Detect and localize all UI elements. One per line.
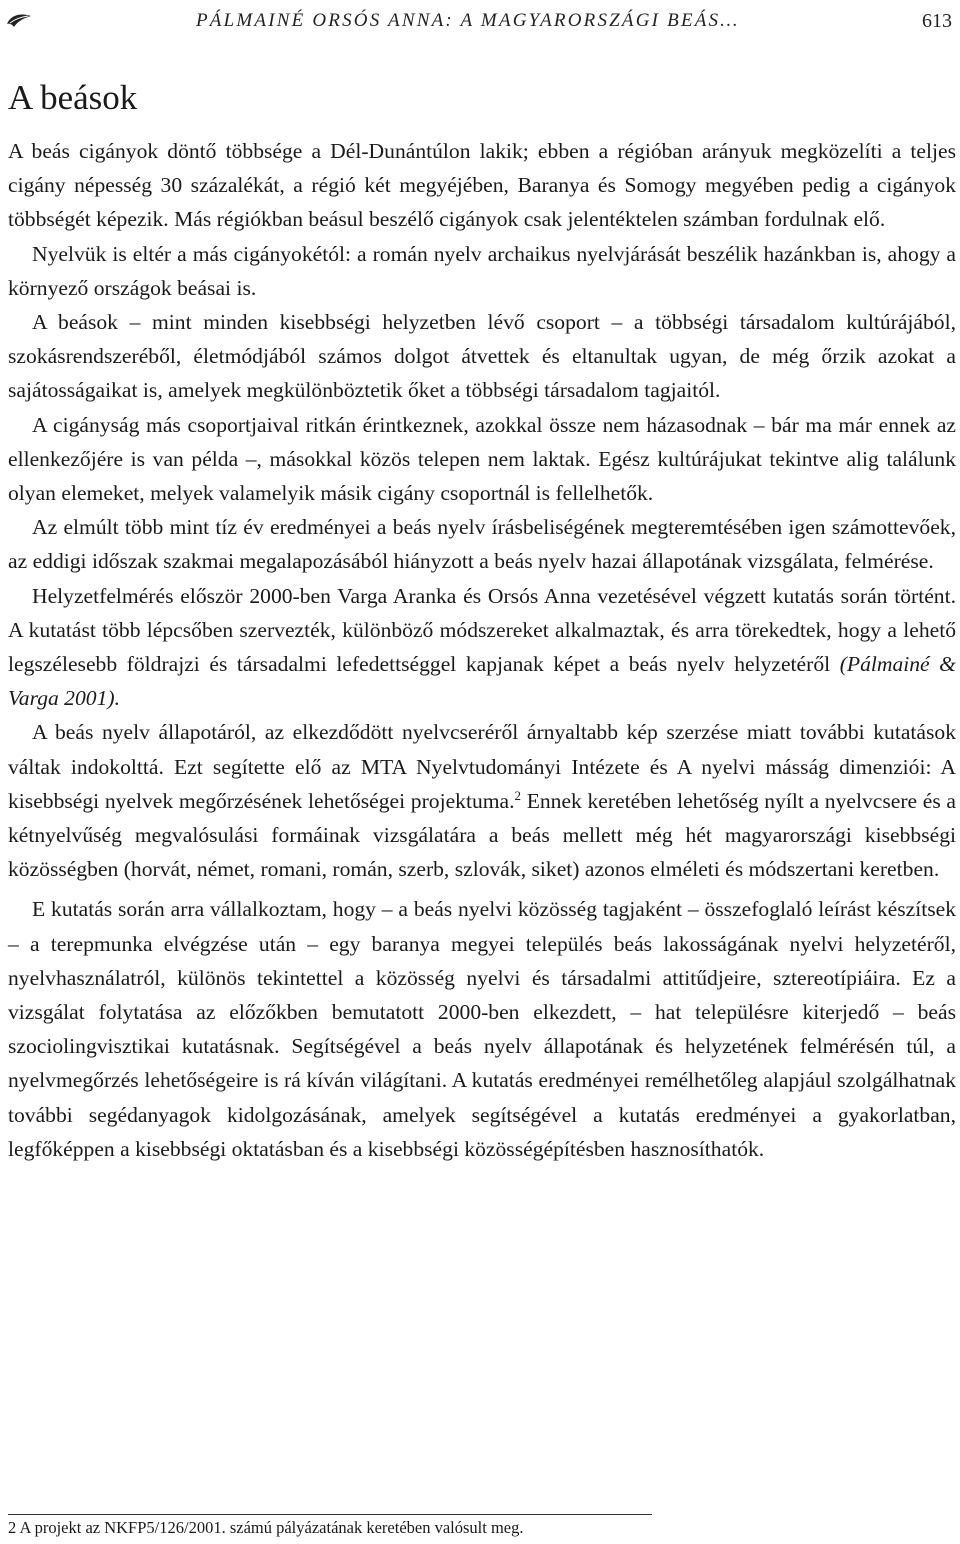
paragraph-1: A beás cigányok döntő többsége a Dél-Dunántúlon lakik; ebben a régióban arányuk megközelíti a teljes cigány népesség 30 százalékát, a régió két megyéjében, Baranya és Somogy megyében pedig a cigányok többségét képezik. Más régiókban beásul beszélő cigányok csak jelentéktelen számban fordulnak elő.	[8, 139, 956, 232]
running-head-title: PÁLMAINÉ ORSÓS ANNA: A MAGYARORSZÁGI BEÁS…	[196, 10, 740, 31]
paragraph-3: A beások – mint minden kisebbségi helyzetben lévő csoport – a többségi társadalom kultúrájából, szokásrendszeréből, életmódjából számos dolgot átvettek és eltanultak ugyan, de még őrzik azokat a sajátosságaikat is, amelyek megkülönböztetik őket a többségi társadalom tagjaitól.	[8, 310, 956, 403]
footnote: 2 A projekt az NKFP5/126/2001. számú pályázatának keretében valósult meg.	[8, 1518, 524, 1537]
footnote-divider	[8, 1514, 652, 1515]
paragraph-7	[8, 715, 956, 886]
citation: (Pálmainé & Varga 2001).	[8, 652, 956, 711]
paragraph-6-text: Helyzetfelmérés először 2000-ben Varga Aranka és Orsós Anna vezetésével végzett kutatás során történt. A kutatást több lépcsőben szervezték, különböző módszereket alkalmaztak, és arra törekedtek, hogy a lehető legszélesebb földrajzi és társadalmi lefedettséggel kapjanak képet a beás nyelv helyzetéről	[8, 583, 956, 677]
running-header	[6, 6, 952, 34]
article-body	[8, 134, 956, 1166]
paragraph-4: A cigányság más csoportjaival ritkán érintkeznek, azokkal össze nem házasodnak – bár ma már ennek az ellenkezőjére is van példa –, másokkal közös telepen nem laktak. Egész kultúrájukat tekintve alig találunk olyan elemeket, melyek valamelyik másik cigány csoportnál is fellelhetők.	[8, 412, 956, 506]
paragraph-5: Az elmúlt több mint tíz év eredményei a beás nyelv írásbeliségének megteremtésében igen számottevőek, az eddigi időszak szakmai megalapozásából hiányzott a beás nyelv hazai állapotának vizsgálata, felmérése.	[8, 515, 956, 574]
paragraph-8: E kutatás során arra vállalkoztam, hogy – a beás nyelvi közösség tagjaként – összefoglaló leírást készítsek – a terepmunka elvégzése után – egy baranya megyei település beás lakosságának nyelvi helyzetéről, nyelvhasználatról, különös tekintettel a közösség nyelvi és társadalmi attitűdjeire, sztereotípiáira. Ez a vizsgálat folytatása az előzőkben bemutatott 2000-ben elkezdett, – hat településre kiterjedő – beás szociolingvisztikai kutatásnak. Segítségével a beás nyelv állapotának és helyzetének felmérésén túl, a nyelvmegőrzés lehetőségeire is rá kíván világítani. A kutatás eredményei remélhetőleg alapjául szolgálhatnak további segédanyagok kidolgozásának, amelyek segítségével a kutatás eredményei a gyakorlatban, legfőképpen a kisebbségi oktatásban és a kisebbségi közösségépítésben hasznosíthatók.	[8, 897, 956, 1161]
paragraph-6	[8, 579, 956, 716]
paragraph-2: Nyelvük is eltér a más cigányokétól: a román nyelv archaikus nyelvjárását beszélik hazánkban is, ahogy a környező országok beásai is.	[8, 241, 956, 300]
footnote-reference: 2	[514, 787, 522, 803]
paragraph-7-text-b: Ennek keretében lehetőség nyílt a nyelvcsere és a kétnyelvűség megvalósulási formáinak vizsgálatára a beás mellett még hét magyarországi kisebbségi közösségben (horvát, német, romani, román, szerb, szlovák, siket) azonos elméleti és módszertani keretben.	[8, 788, 957, 882]
leaf-ornament-icon	[6, 12, 32, 28]
page-number: 613	[922, 10, 952, 32]
paragraph-7-text-a: A beás nyelv állapotáról, az elkezdődött nyelvcseréről árnyaltabb kép szerzése miatt további kutatások váltak indokolttá. Ezt segítette elő az MTA Nyelvtudományi Intézete és A nyelvi másság dimenziói: A kisebbségi nyelvek megőrzésének lehetőségei projektuma.	[8, 720, 956, 813]
section-title: A beások	[8, 78, 138, 117]
